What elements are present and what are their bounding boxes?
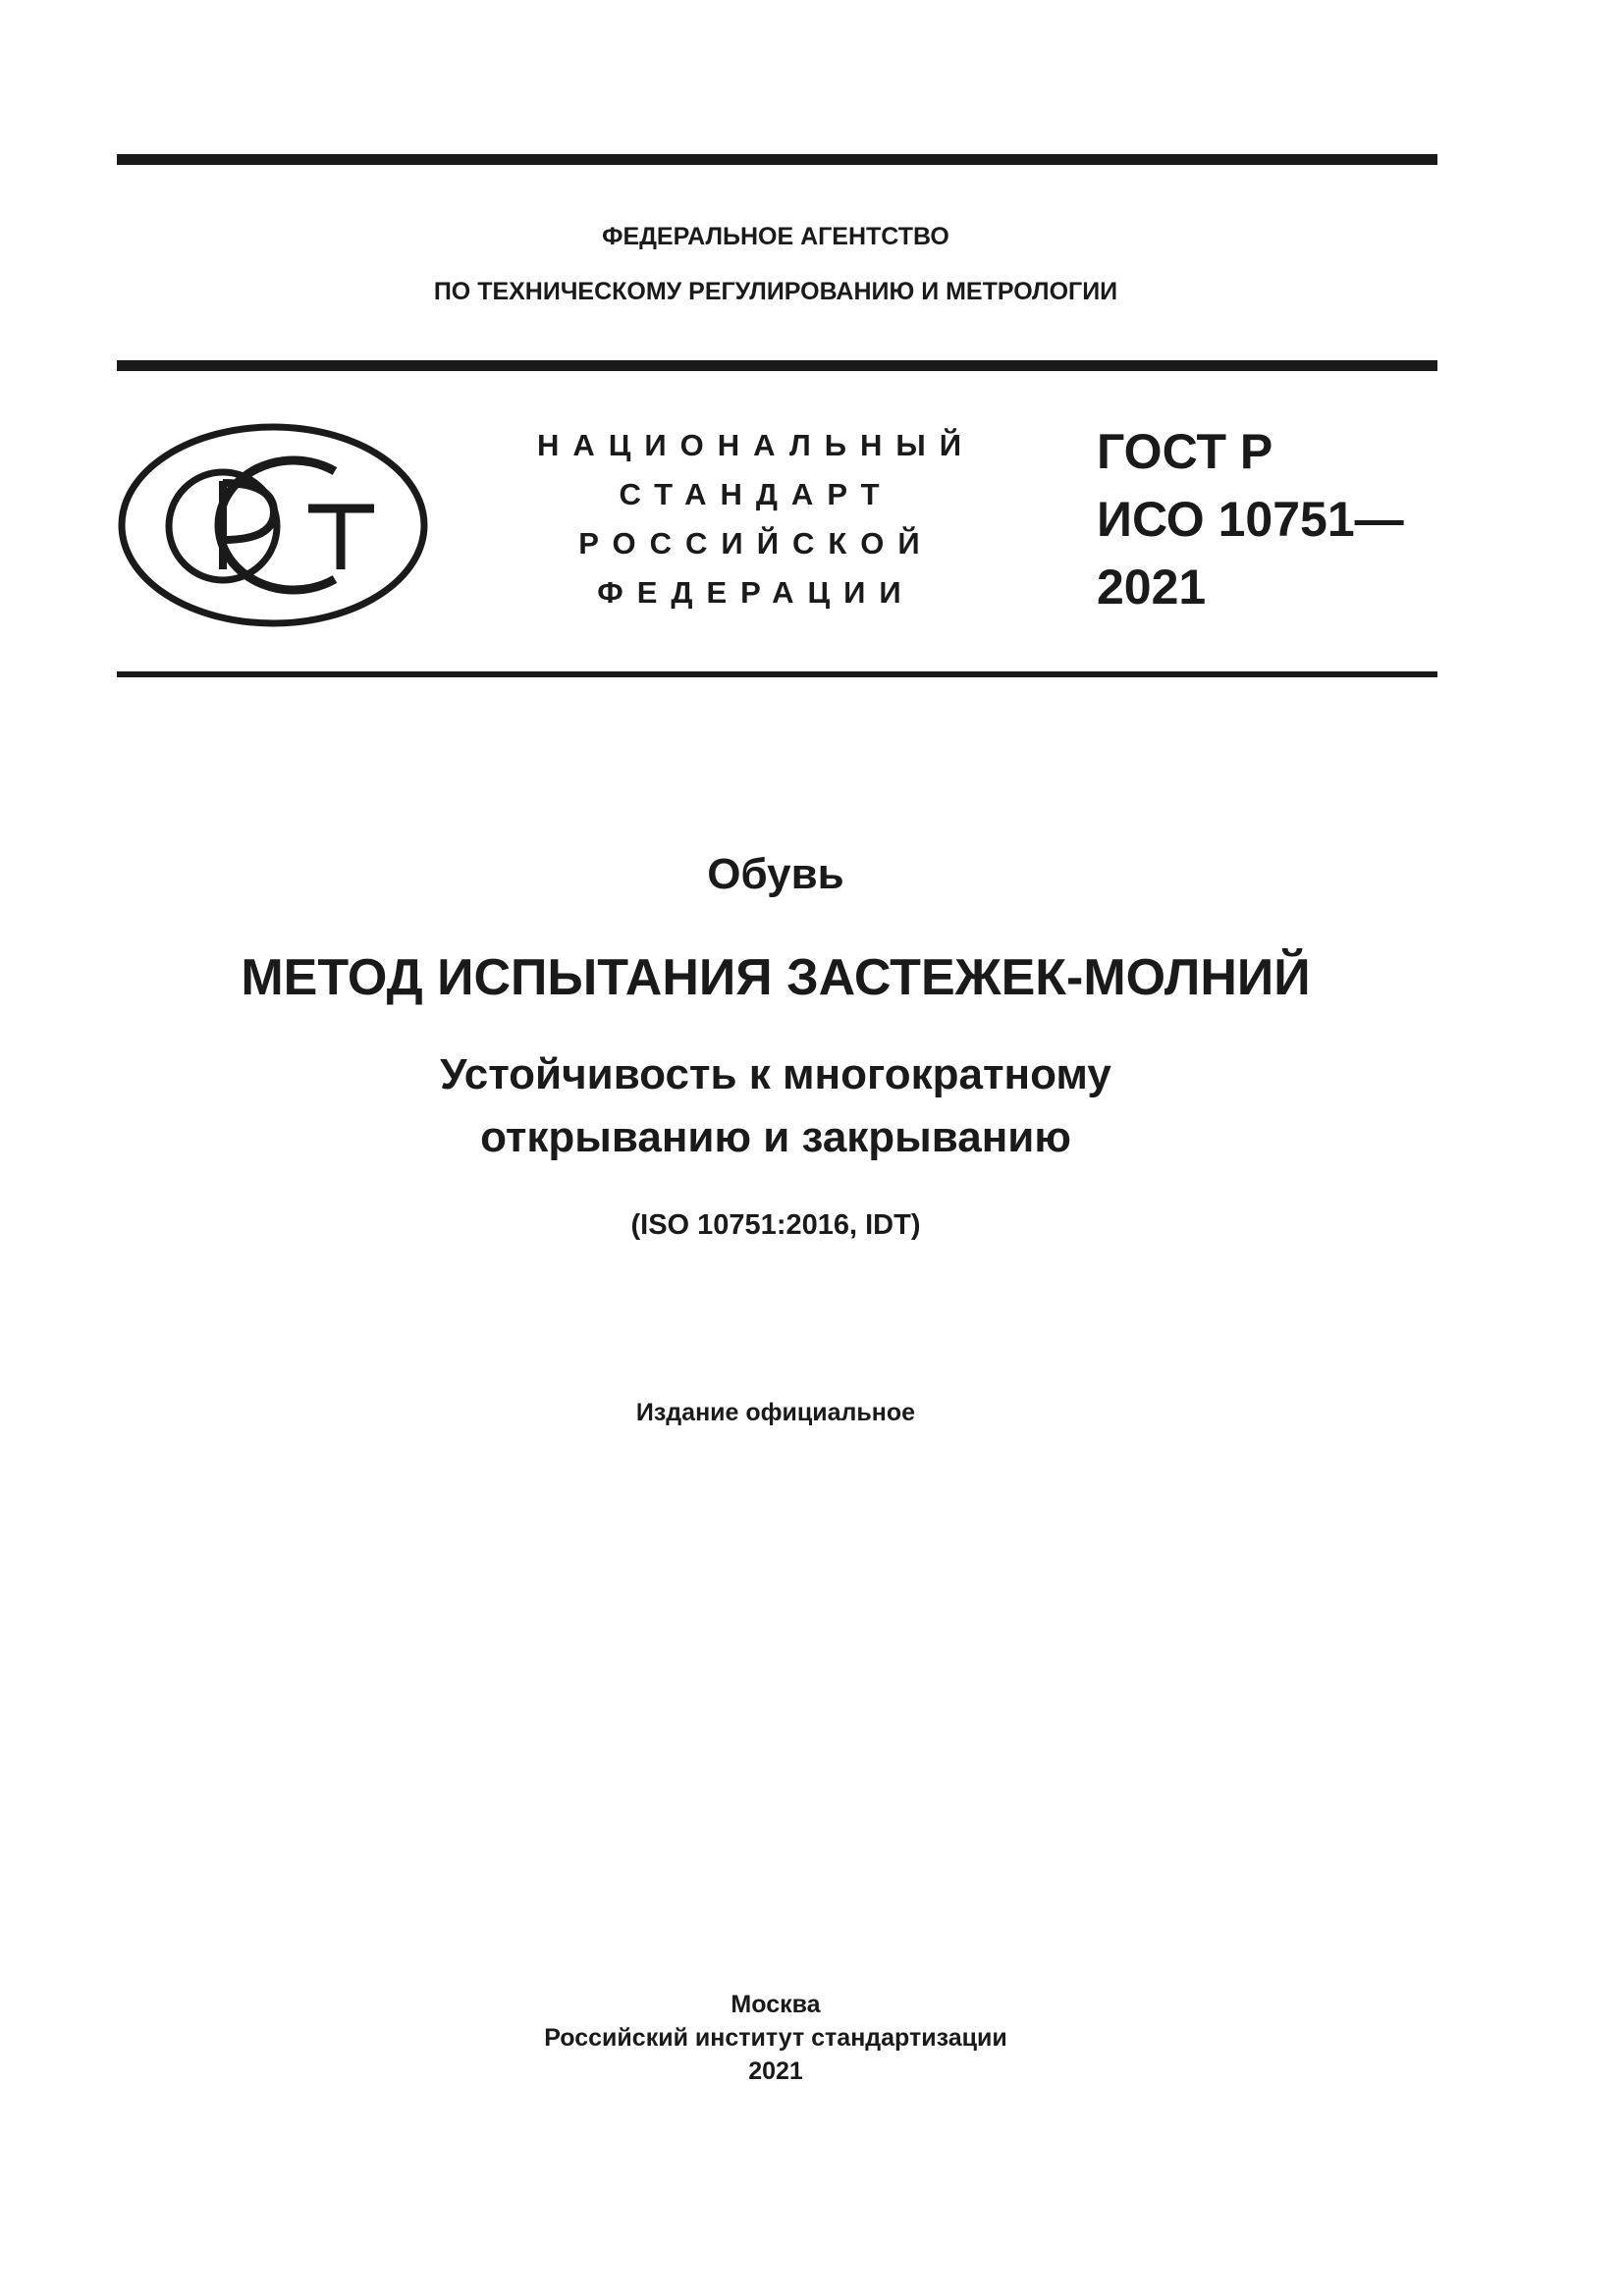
top-rule bbox=[117, 154, 1437, 165]
designation-line-1: ГОСТ Р bbox=[1097, 424, 1273, 479]
document-subject: Обувь bbox=[707, 850, 844, 898]
national-line-4: ФЕДЕРАЦИИ bbox=[597, 575, 915, 610]
document-subtitle-line-2: открыванию и закрыванию bbox=[480, 1113, 1071, 1161]
rst-logo-icon bbox=[117, 422, 429, 628]
footer-city: Москва bbox=[731, 1991, 821, 2018]
national-line-1: НАЦИОНАЛЬНЫЙ bbox=[536, 428, 976, 462]
footer-year: 2021 bbox=[748, 2057, 803, 2085]
document-title: МЕТОД ИСПЫТАНИЯ ЗАСТЕЖЕК-МОЛНИЙ bbox=[241, 949, 1311, 1006]
designation-line-2: ИСО 10751— bbox=[1097, 492, 1404, 547]
header-bottom-rule bbox=[117, 360, 1437, 371]
footer-institute: Российский институт стандартизации bbox=[544, 2024, 1007, 2052]
agency-line-2: ПО ТЕХНИЧЕСКОМУ РЕГУЛИРОВАНИЮ И МЕТРОЛОГИИ bbox=[433, 278, 1118, 305]
national-line-2: СТАНДАРТ bbox=[619, 477, 893, 511]
edition-label: Издание официальное bbox=[635, 1399, 916, 1426]
document-subtitle-line-1: Устойчивость к многократному bbox=[440, 1050, 1111, 1098]
designation-line-3: 2021 bbox=[1097, 560, 1207, 614]
national-line-3: РОССИЙСКОЙ bbox=[578, 526, 934, 561]
standard-block-bottom-rule bbox=[117, 671, 1437, 677]
iso-reference: (ISO 10751:2016, IDT) bbox=[630, 1209, 921, 1241]
agency-line-1: ФЕДЕРАЛЬНОЕ АГЕНТСТВО bbox=[602, 223, 949, 250]
